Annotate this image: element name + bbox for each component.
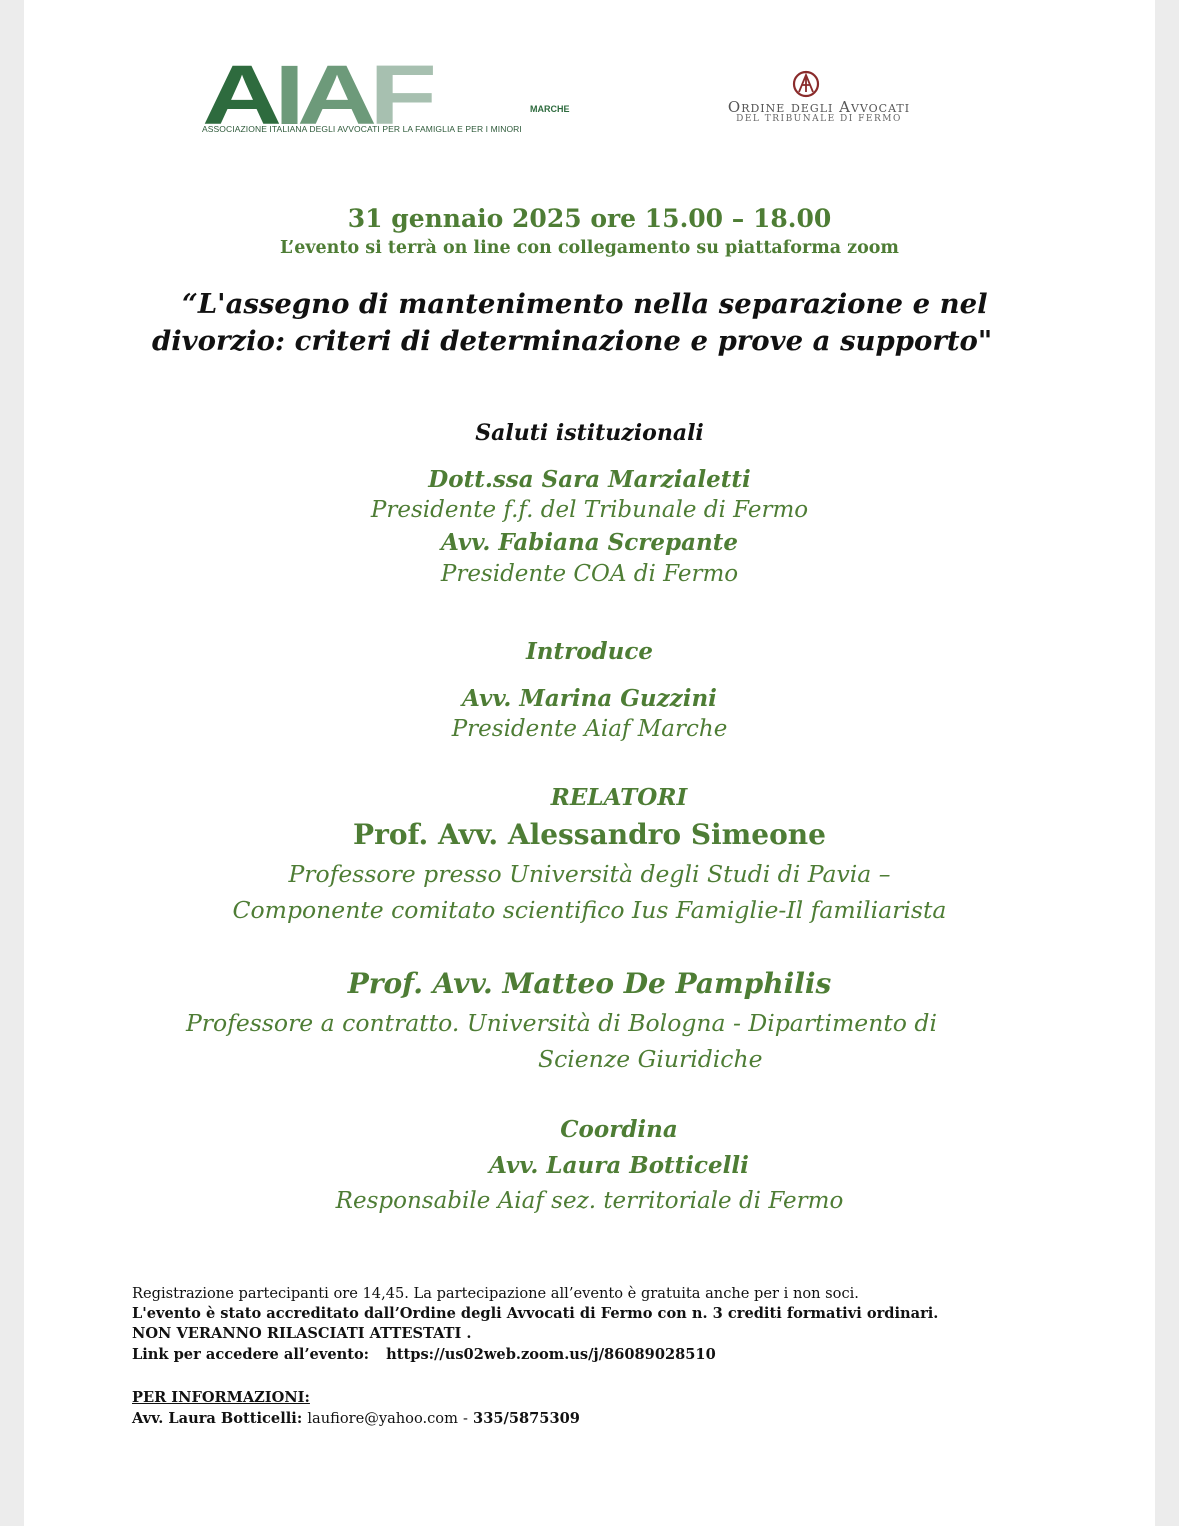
speakers-heading: RELATORI xyxy=(550,784,688,811)
greetings-heading: Saluti istituzionali xyxy=(475,420,704,446)
speaker1-role-line1: Professore presso Università degli Studi di Pavia – xyxy=(288,860,891,888)
contact-phone: 335/5875309 xyxy=(473,1410,580,1427)
contact-email[interactable]: laufiore@yahoo.com xyxy=(307,1410,458,1427)
coord-name: Avv. Laura Botticelli xyxy=(489,1152,749,1179)
aiaf-logo-subtitle: ASSOCIAZIONE ITALIANA DEGLI AVVOCATI PER LA FAMIGLIA E PER I MINORI xyxy=(202,124,522,134)
ordine-logo-title: Ordine degli Avvocati xyxy=(727,98,911,116)
event-title-line1: “L'assegno di mantenimento nella separazione e nel xyxy=(182,288,988,320)
speaker2-role-line1: Professore a contratto. Università di Bologna - Dipartimento di xyxy=(186,1009,937,1037)
speaker2-role-line2: Scienze Giuridiche xyxy=(538,1045,763,1073)
intro-name: Avv. Marina Guzzini xyxy=(462,685,717,712)
ordine-emblem-icon xyxy=(792,70,820,98)
registration-note: Registrazione partecipanti ore 14,45. La partecipazione all’evento è gratuita anche per i non soci. xyxy=(132,1285,859,1302)
event-date: 31 gennaio 2025 ore 15.00 – 18.00 xyxy=(347,204,832,233)
flyer-page xyxy=(24,0,1155,1526)
intro-role: Presidente Aiaf Marche xyxy=(451,716,728,742)
ordine-avvocati-logo xyxy=(679,70,959,130)
no-certificates-note: NON VERANNO RILASCIATI ATTESTATI . xyxy=(132,1325,472,1342)
speaker2-name: Prof. Avv. Matteo De Pamphilis xyxy=(347,967,832,1000)
greeting2-role: Presidente COA di Fermo xyxy=(440,561,739,587)
coord-heading: Coordina xyxy=(560,1116,678,1143)
aiaf-logo xyxy=(202,48,572,142)
aiaf-logo-letters: AIAF xyxy=(202,48,430,142)
ordine-logo-subtitle: DEL TRIBUNALE DI FERMO xyxy=(736,114,902,124)
intro-heading: Introduce xyxy=(525,638,653,665)
accreditation-note: L'evento è stato accreditato dall’Ordine degli Avvocati di Fermo con n. 3 crediti formativi ordinari. xyxy=(132,1305,939,1322)
contact-name: Avv. Laura Botticelli: xyxy=(132,1410,303,1427)
greeting1-role: Presidente f.f. del Tribunale di Fermo xyxy=(370,497,809,523)
contact-separator: - xyxy=(463,1410,468,1427)
contact-row xyxy=(132,1409,580,1429)
event-link-label: Link per accedere all’evento: xyxy=(132,1346,370,1363)
greeting2-name: Avv. Fabiana Screpante xyxy=(440,529,738,556)
speaker1-name: Prof. Avv. Alessandro Simeone xyxy=(353,818,826,851)
speaker1-role-line2: Componente comitato scientifico Ius Famiglie-Il familiarista xyxy=(232,896,947,924)
info-heading: PER INFORMAZIONI: xyxy=(132,1389,310,1406)
greeting1-name: Dott.ssa Sara Marzialetti xyxy=(428,466,751,493)
event-link-url[interactable]: https://us02web.zoom.us/j/86089028510 xyxy=(386,1346,716,1363)
event-online-note: L’evento si terrà on line con collegamento su piattaforma zoom xyxy=(280,238,899,258)
event-title-line2: divorzio: criteri di determinazione e prove a supporto" xyxy=(152,325,993,357)
event-link-row xyxy=(132,1345,716,1365)
aiaf-logo-region: MARCHE xyxy=(530,104,570,114)
coord-role: Responsabile Aiaf sez. territoriale di Fermo xyxy=(335,1188,844,1214)
